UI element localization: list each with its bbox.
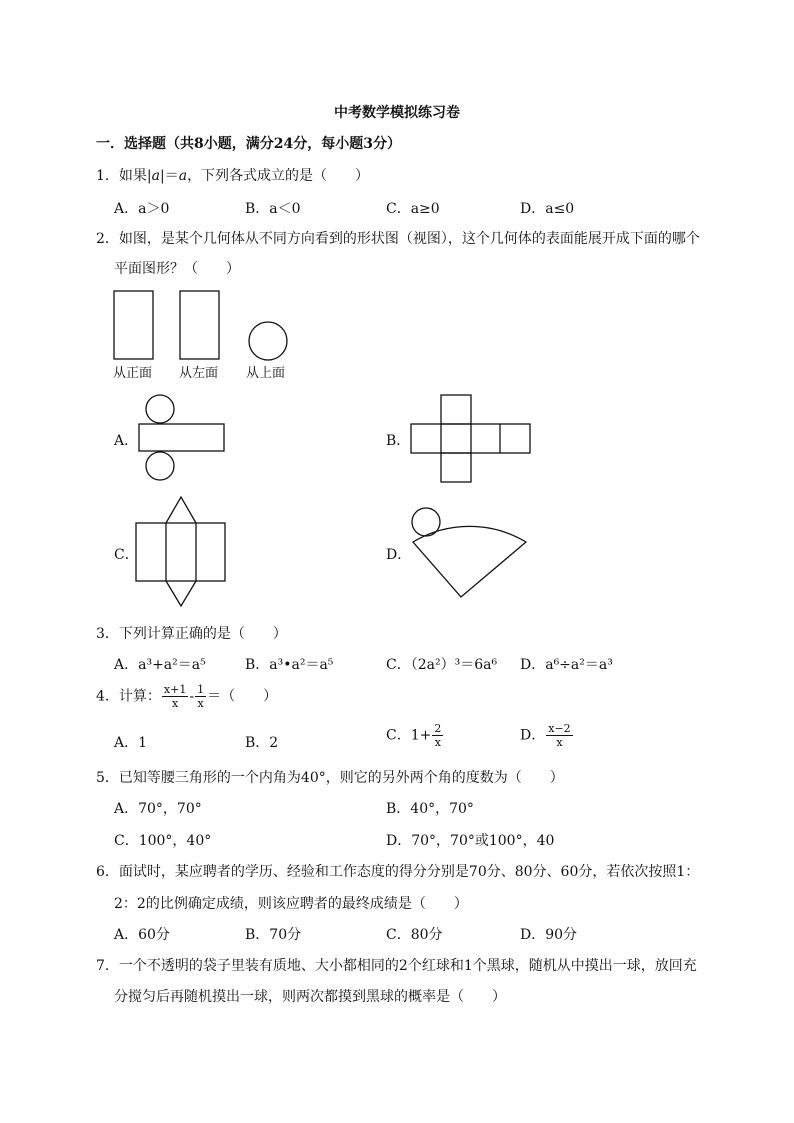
- option-d-sector: [413, 526, 526, 597]
- q4-d-prefix: D．: [520, 727, 546, 744]
- top-view-circle: [249, 322, 287, 360]
- q5-option-b: B．40°，70°: [386, 801, 474, 817]
- q6-option-a: A．60分: [114, 927, 170, 943]
- option-a-top-circle: [146, 395, 174, 423]
- option-c-bottom-triangle: [166, 581, 196, 606]
- q4-fraction-1: [162, 683, 188, 710]
- q1-var: a: [178, 168, 188, 184]
- q4-c-prefix: C．1+: [386, 727, 432, 744]
- q4-d-den: x: [556, 736, 563, 749]
- q1-option-c: C．a≥0: [386, 201, 440, 217]
- option-a-bottom-circle: [146, 452, 174, 480]
- q2-option-b: B．: [386, 433, 411, 449]
- question-2-line2: 平面图形？（ ）: [114, 261, 240, 277]
- q1-option-d: D．a≤0: [520, 201, 575, 217]
- q5-option-c: C．100°，40°: [114, 833, 212, 849]
- q5-option-a: A．70°，70°: [114, 801, 202, 817]
- question-7-line1: 7．一个不透明的袋子里装有质地、大小都相同的2个红球和1个黑球，随机从中摸出一球，放回充: [96, 958, 697, 974]
- q4-option-a: A．1: [114, 735, 148, 751]
- q4-suffix: ＝（ ）: [207, 688, 278, 705]
- q1-stem-part: |＝: [159, 168, 179, 184]
- q1-option-b: B．a＜0: [245, 201, 301, 217]
- question-6-line1: 6．面试时，某应聘者的学历、经验和工作态度的得分分别是70分、80分、60分，若依次按照1：: [96, 864, 700, 880]
- q6-option-c: C．80分: [386, 927, 443, 943]
- left-view-rect: [180, 291, 219, 359]
- question-7-line2: 分搅匀后再随机摸出一球，则两次都摸到黑球的概率是（ ）: [114, 989, 506, 1005]
- q6-option-b: B．70分: [245, 927, 302, 943]
- q4-c-num: 2: [434, 722, 442, 735]
- option-c-top-triangle: [166, 497, 196, 523]
- q3-option-b: B．a³•a²＝a⁵: [245, 657, 334, 673]
- question-3-stem: 3．下列计算正确的是（ ）: [96, 626, 287, 642]
- question-6-line2: 2：2的比例确定成绩，则该应聘者的最终成绩是（ ）: [114, 896, 468, 912]
- q4-d-num: x−2: [548, 722, 571, 735]
- q4-option-d: [520, 722, 574, 749]
- q4-fraction-2: [195, 683, 206, 710]
- section-heading: 一．选择题（共8小题，满分24分，每小题3分）: [96, 136, 401, 152]
- option-b-top-square: [441, 395, 471, 424]
- q4-f2-den: x: [197, 697, 204, 710]
- q4-minus: -: [189, 688, 195, 705]
- exam-title: 中考数学模拟练习卷: [334, 105, 460, 121]
- question-4-stem: [96, 683, 277, 710]
- q4-option-c: [386, 722, 444, 749]
- q5-option-d: D．70°，70°或100°，40: [386, 833, 555, 849]
- question-5-stem: 5．已知等腰三角形的一个内角为40°，则它的另外两个角的度数为（ ）: [96, 770, 564, 786]
- view-front-label: 从正面: [113, 366, 153, 381]
- view-left-label: 从左面: [179, 366, 219, 381]
- q4-c-den: x: [434, 736, 441, 749]
- q4-f1-den: x: [172, 697, 179, 710]
- q1-var: a: [151, 168, 160, 184]
- q1-option-a: A．a＞0: [114, 201, 170, 217]
- q4-f1-num: x+1: [163, 683, 187, 696]
- q3-option-a: A．a³+a²＝a⁵: [114, 657, 206, 673]
- option-a-rect: [139, 424, 224, 451]
- option-c-rects: [136, 523, 225, 581]
- front-view-rect: [114, 291, 153, 359]
- q4-f2-num: 1: [197, 683, 205, 696]
- q3-option-d: D．a⁶÷a²＝a³: [520, 657, 613, 673]
- q2-option-c: C．: [114, 547, 139, 563]
- q2-option-d: D．: [386, 547, 412, 563]
- q4-option-b: B．2: [245, 735, 279, 751]
- q4-d-fraction: [546, 722, 572, 749]
- question-2-line1: 2．如图，是某个几何体从不同方向看到的形状图（视图），这个几何体的表面能展开成下面的哪个: [96, 231, 700, 247]
- q1-stem-part: 1．如果|: [96, 168, 152, 184]
- view-top-label: 从上面: [246, 366, 286, 381]
- q1-stem-part: ，下列各式成立的是（ ）: [187, 168, 370, 184]
- q6-option-d: D．90分: [520, 927, 578, 943]
- option-b-bottom-square: [441, 453, 471, 482]
- q4-c-fraction: [432, 722, 443, 749]
- q4-prefix: 4．计算：: [96, 688, 161, 705]
- q2-option-a: A．: [114, 433, 139, 449]
- q3-option-c: C．（2a²）³＝6a⁶: [386, 657, 498, 673]
